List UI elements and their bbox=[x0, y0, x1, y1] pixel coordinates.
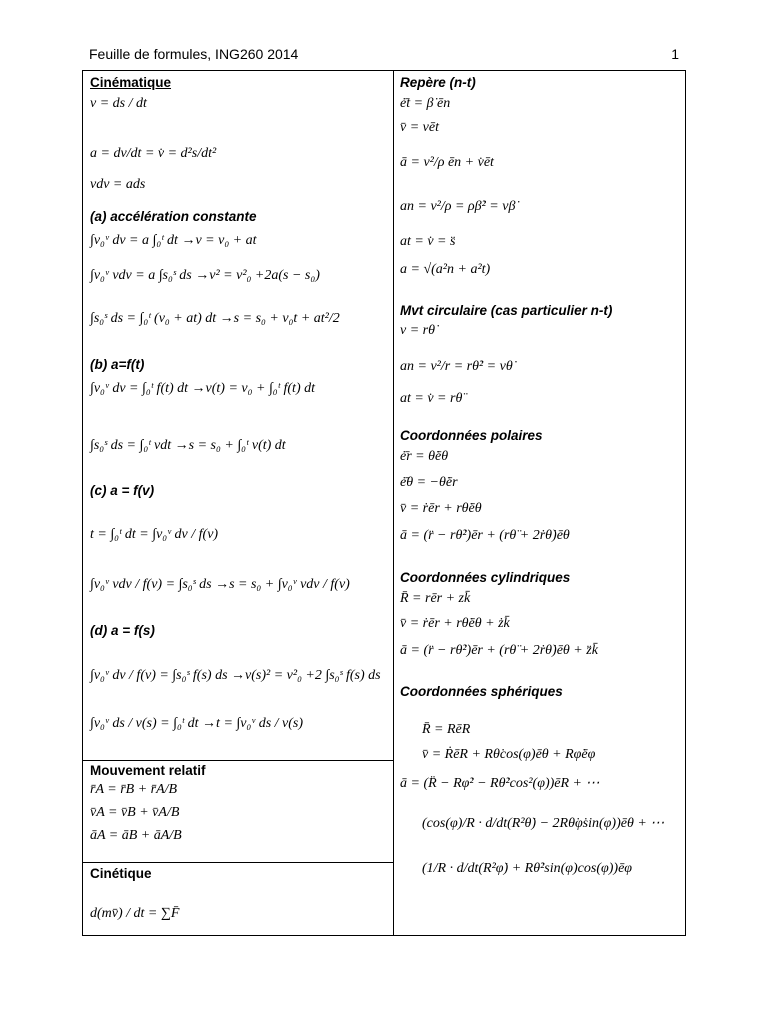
section-title-cinematique: Cinématique bbox=[90, 75, 172, 90]
equation: ∫v₀ᵛ vdv = a ∫s₀ˢ ds →v² = v²₀ +2a(s − s₀) bbox=[90, 268, 320, 283]
row-divider-relatif bbox=[83, 760, 393, 761]
equation: vdv = ads bbox=[90, 177, 146, 192]
equation: ∫v₀ᵛ vdv / f(v) = ∫s₀ˢ ds →s = s₀ + ∫v₀ᵛ vdv / f(v) bbox=[90, 577, 350, 592]
page-header bbox=[89, 46, 679, 68]
equation: (1/R · d/dt(R²φ̇) + Rθ̇²sin(φ)cos(φ))ēφ bbox=[422, 861, 633, 876]
equation: ė̄r = θ̇ēθ bbox=[400, 449, 449, 464]
equation: ∫s₀ˢ ds = ∫₀ᵗ vdt →s = s₀ + ∫₀ᵗ v(t) dt bbox=[90, 438, 286, 453]
section-title-mouvement-relatif: Mouvement relatif bbox=[90, 763, 206, 778]
equation: ā = (r̈ − rθ̇²)ēr + (rθ̈ + 2ṙθ̇)ēθ bbox=[400, 528, 570, 543]
equation: āA = āB + āA/B bbox=[90, 828, 182, 843]
equation: ā = v²/ρ ēn + v̇ēt bbox=[400, 155, 494, 170]
equation: ∫v₀ᵛ dv = a ∫₀ᵗ dt →v = v₀ + at bbox=[90, 233, 257, 248]
row-divider-cinetique bbox=[83, 862, 393, 863]
section-title-accel-constante: (a) accélération constante bbox=[90, 209, 257, 224]
page-number: 1 bbox=[671, 46, 679, 62]
section-title-repere-nt: Repère (n-t) bbox=[400, 75, 476, 90]
equation: v = rθ̇ bbox=[400, 323, 435, 338]
equation: ∫v₀ᵛ ds / v(s) = ∫₀ᵗ dt →t = ∫v₀ᵛ ds / v(s) bbox=[90, 716, 304, 731]
equation: r̄A = r̄B + r̄A/B bbox=[90, 782, 178, 797]
equation: ā = (R̈ − Rφ̇² − Rθ̇²cos²(φ))ēR + ⋯ bbox=[400, 776, 600, 791]
equation: ė̄t = β̇ ēn bbox=[400, 96, 451, 111]
equation: v̄A = v̄B + v̄A/B bbox=[90, 805, 180, 820]
section-title-a-fv: (c) a = f(v) bbox=[90, 483, 155, 498]
header-title: Feuille de formules, ING260 2014 bbox=[89, 46, 299, 62]
section-title-coord-spheriques: Coordonnées sphériques bbox=[400, 684, 563, 699]
equation: ā = (r̈ − rθ̇²)ēr + (rθ̈ + 2ṙθ̇)ēθ + z̈k̄ bbox=[400, 643, 598, 658]
section-title-a-ft: (b) a=f(t) bbox=[90, 357, 145, 372]
section-title-mvt-circulaire: Mvt circulaire (cas particulier n-t) bbox=[400, 303, 613, 318]
equation: at = v̇ = rθ̈ bbox=[400, 391, 463, 406]
formula-table bbox=[82, 70, 686, 936]
equation: ∫v₀ᵛ dv / f(v) = ∫s₀ˢ f(s) ds →v(s)² = v²₀ +2 ∫s₀ˢ f(s) ds bbox=[90, 668, 381, 683]
equation: t = ∫₀ᵗ dt = ∫v₀ᵛ dv / f(v) bbox=[90, 527, 219, 542]
equation: d(mv̄) / dt = ∑F̄ bbox=[90, 906, 180, 921]
column-divider bbox=[393, 71, 394, 935]
equation: ∫v₀ᵛ dv = ∫₀ᵗ f(t) dt →v(t) = v₀ + ∫₀ᵗ f(t) dt bbox=[90, 381, 315, 396]
equation: an = v²/r = rθ̇² = vθ̇ bbox=[400, 359, 513, 374]
section-title-coord-cylindriques: Coordonnées cylindriques bbox=[400, 570, 571, 585]
equation: an = v²/ρ = ρβ̇² = vβ̇ bbox=[400, 199, 516, 214]
equation: v = ds / dt bbox=[90, 96, 147, 111]
equation: at = v̇ = s̈ bbox=[400, 234, 456, 249]
equation: v̄ = ṙēr + rθ̇ēθ bbox=[400, 501, 482, 516]
section-title-coord-polaires: Coordonnées polaires bbox=[400, 428, 543, 443]
equation: a = √(a²n + a²t) bbox=[400, 262, 491, 277]
equation: v̄ = ṘēR + Rθ̇cos(φ)ēθ + Rφ̇ēφ bbox=[422, 747, 596, 762]
section-title-cinetique: Cinétique bbox=[90, 866, 152, 881]
equation: (cos(φ)/R · d/dt(R²θ̇) − 2Rθ̇φ̇sin(φ))ēθ + ⋯ bbox=[422, 816, 665, 831]
equation: v̄ = ṙēr + rθ̇ēθ + żk̄ bbox=[400, 616, 510, 631]
section-title-a-fs: (d) a = f(s) bbox=[90, 623, 155, 638]
equation: R̄ = rēr + zk̄ bbox=[400, 591, 471, 606]
equation: ė̄θ = −θ̇ēr bbox=[400, 475, 458, 490]
equation: ∫s₀ˢ ds = ∫₀ᵗ (v₀ + at) dt →s = s₀ + v₀t + at²/2 bbox=[90, 311, 340, 326]
equation: v̄ = vēt bbox=[400, 120, 439, 135]
equation: a = dv/dt = v̇ = d²s/dt² bbox=[90, 146, 217, 161]
equation: R̄ = RēR bbox=[422, 722, 471, 737]
